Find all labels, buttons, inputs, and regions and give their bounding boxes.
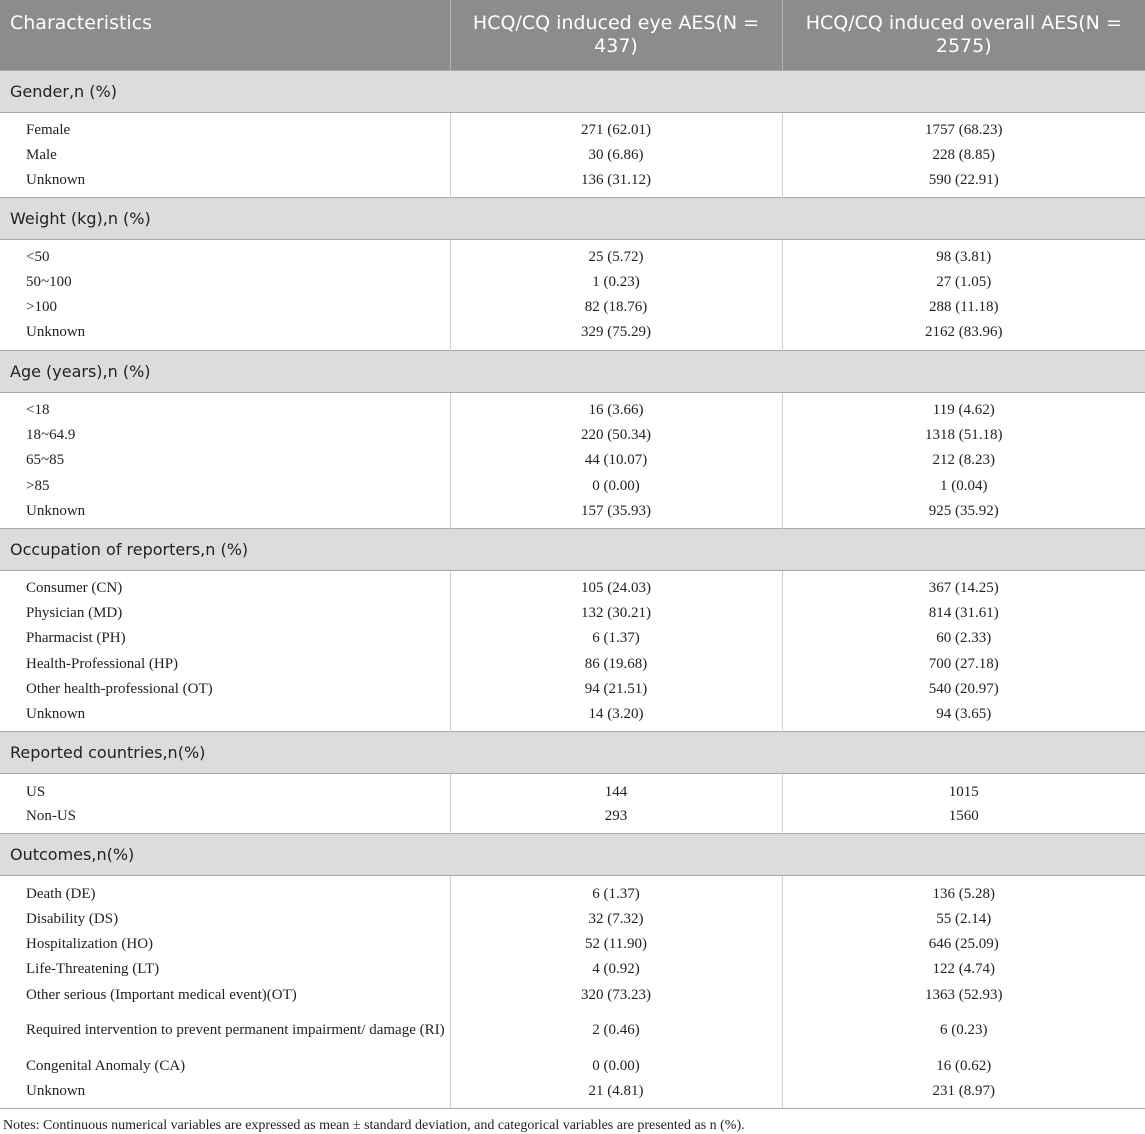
overall-aes-value: 94 (3.65) [782, 702, 1145, 732]
overall-aes-value: 646 (25.09) [782, 931, 1145, 956]
header-eye-aes: HCQ/CQ induced eye AES(N = 437) [450, 0, 782, 70]
overall-aes-value: 136 (5.28) [782, 876, 1145, 906]
overall-aes-value: 212 (8.23) [782, 448, 1145, 473]
overall-aes-value: 6 (0.23) [782, 1007, 1145, 1053]
row-label: Physician (MD) [26, 605, 123, 622]
eye-aes-value: 2 (0.46) [450, 1007, 782, 1053]
table-row [0, 320, 1145, 350]
table-row [0, 392, 1145, 422]
overall-aes-value: 1757 (68.23) [782, 112, 1145, 142]
eye-aes-value: 157 (35.93) [450, 498, 782, 528]
overall-aes-value: 1 (0.04) [782, 473, 1145, 498]
section-title: Reported countries,n(%) [0, 732, 1145, 774]
header-overall-aes: HCQ/CQ induced overall AES(N = 2575) [782, 0, 1145, 70]
table-row [0, 702, 1145, 732]
table-row [0, 677, 1145, 702]
eye-aes-value: 32 (7.32) [450, 906, 782, 931]
eye-aes-value: 271 (62.01) [450, 112, 782, 142]
eye-aes-value: 1 (0.23) [450, 269, 782, 294]
table-row [0, 1079, 1145, 1109]
table-row [0, 957, 1145, 982]
overall-aes-value: 925 (35.92) [782, 498, 1145, 528]
overall-aes-value: 16 (0.62) [782, 1053, 1145, 1078]
eye-aes-value: 329 (75.29) [450, 320, 782, 350]
table-row [0, 570, 1145, 600]
table-row [0, 269, 1145, 294]
row-label: >85 [26, 477, 50, 494]
overall-aes-value: 55 (2.14) [782, 906, 1145, 931]
section-header-row [0, 834, 1145, 876]
row-label: Other health-professional (OT) [26, 681, 213, 698]
table-row [0, 112, 1145, 142]
eye-aes-value: 86 (19.68) [450, 651, 782, 676]
row-label: 18~64.9 [26, 426, 76, 443]
row-label: Other serious (Important medical event)(OT) [26, 986, 297, 1003]
row-label: Consumer (CN) [26, 580, 123, 597]
table-row [0, 295, 1145, 320]
section-header-row [0, 70, 1145, 112]
overall-aes-value: 1560 [782, 804, 1145, 834]
eye-aes-value: 132 (30.21) [450, 600, 782, 625]
table-note: Notes: Continuous numerical variables are expressed as mean ± standard deviation, and categorical variables are presented as n (%). [3, 1118, 745, 1134]
row-label: Disability (DS) [26, 910, 119, 927]
overall-aes-value: 231 (8.97) [782, 1079, 1145, 1109]
table-row [0, 876, 1145, 906]
overall-aes-value: 540 (20.97) [782, 677, 1145, 702]
row-label: Death (DE) [26, 885, 96, 902]
section-title: Outcomes,n(%) [0, 834, 1145, 876]
eye-aes-value: 220 (50.34) [450, 422, 782, 447]
overall-aes-value: 98 (3.81) [782, 239, 1145, 269]
eye-aes-value: 6 (1.37) [450, 876, 782, 906]
table-row [0, 906, 1145, 931]
row-label: Hospitalization (HO) [26, 935, 154, 952]
row-label: Health-Professional (HP) [26, 655, 179, 672]
table-row [0, 774, 1145, 804]
table-row [0, 142, 1145, 167]
eye-aes-value: 94 (21.51) [450, 677, 782, 702]
row-label: Unknown [26, 324, 86, 341]
table-row [0, 651, 1145, 676]
overall-aes-value: 1015 [782, 774, 1145, 804]
section-header-row [0, 732, 1145, 774]
header-characteristics: Characteristics [0, 0, 450, 70]
table-row [0, 498, 1145, 528]
overall-aes-value: 367 (14.25) [782, 570, 1145, 600]
eye-aes-value: 14 (3.20) [450, 702, 782, 732]
table-row [0, 422, 1145, 447]
table-row [0, 167, 1145, 197]
section-header-row [0, 197, 1145, 239]
row-label: Required intervention to prevent permanent impairment/ damage (RI) [26, 1022, 445, 1039]
table-row [0, 1007, 1145, 1053]
eye-aes-value: 0 (0.00) [450, 1053, 782, 1078]
eye-aes-value: 293 [450, 804, 782, 834]
eye-aes-value: 21 (4.81) [450, 1079, 782, 1109]
overall-aes-value: 119 (4.62) [782, 392, 1145, 422]
eye-aes-value: 16 (3.66) [450, 392, 782, 422]
table-row [0, 600, 1145, 625]
table-row [0, 1053, 1145, 1078]
row-label: <50 [26, 249, 50, 266]
row-label: >100 [26, 299, 57, 316]
overall-aes-value: 700 (27.18) [782, 651, 1145, 676]
row-label: Unknown [0, 1079, 450, 1109]
section-title: Gender,n (%) [0, 70, 1145, 112]
section-title: Weight (kg),n (%) [0, 197, 1145, 239]
table-row [0, 626, 1145, 651]
overall-aes-value: 122 (4.74) [782, 957, 1145, 982]
table-row [0, 804, 1145, 834]
eye-aes-value: 44 (10.07) [450, 448, 782, 473]
row-label: 50~100 [26, 274, 72, 291]
overall-aes-value: 1318 (51.18) [782, 422, 1145, 447]
row-label: Male [26, 146, 57, 163]
eye-aes-value: 4 (0.92) [450, 957, 782, 982]
row-label: Female [26, 121, 71, 138]
row-label: Unknown [26, 171, 86, 188]
table-row [0, 448, 1145, 473]
overall-aes-value: 2162 (83.96) [782, 320, 1145, 350]
table-row [0, 473, 1145, 498]
eye-aes-value: 0 (0.00) [450, 473, 782, 498]
row-label: Pharmacist (PH) [26, 630, 126, 647]
overall-aes-value: 1363 (52.93) [782, 982, 1145, 1007]
row-label: Unknown [26, 706, 86, 723]
eye-aes-value: 105 (24.03) [450, 570, 782, 600]
eye-aes-value: 6 (1.37) [450, 626, 782, 651]
table-row [0, 931, 1145, 956]
table-body [0, 70, 1145, 1109]
overall-aes-value: 288 (11.18) [782, 295, 1145, 320]
row-label: <18 [26, 401, 50, 418]
row-label: Non-US [26, 808, 77, 825]
eye-aes-value: 52 (11.90) [450, 931, 782, 956]
row-label: 65~85 [26, 452, 65, 469]
row-label: Life-Threatening (LT) [26, 961, 160, 978]
row-label: Unknown [26, 502, 86, 519]
table-row [0, 239, 1145, 269]
overall-aes-value: 60 (2.33) [782, 626, 1145, 651]
eye-aes-value: 320 (73.23) [450, 982, 782, 1007]
overall-aes-value: 27 (1.05) [782, 269, 1145, 294]
table-header-row [0, 0, 1145, 70]
row-label: Congenital Anomaly (CA) [26, 1058, 186, 1075]
section-title: Occupation of reporters,n (%) [0, 528, 1145, 570]
eye-aes-value: 136 (31.12) [450, 167, 782, 197]
overall-aes-value: 814 (31.61) [782, 600, 1145, 625]
row-label: US [26, 783, 46, 800]
overall-aes-value: 228 (8.85) [782, 142, 1145, 167]
table-row [0, 982, 1145, 1007]
section-header-row [0, 528, 1145, 570]
eye-aes-value: 82 (18.76) [450, 295, 782, 320]
section-header-row [0, 350, 1145, 392]
eye-aes-value: 144 [450, 774, 782, 804]
section-title: Age (years),n (%) [0, 350, 1145, 392]
eye-aes-value: 25 (5.72) [450, 239, 782, 269]
overall-aes-value: 590 (22.91) [782, 167, 1145, 197]
eye-aes-value: 30 (6.86) [450, 142, 782, 167]
